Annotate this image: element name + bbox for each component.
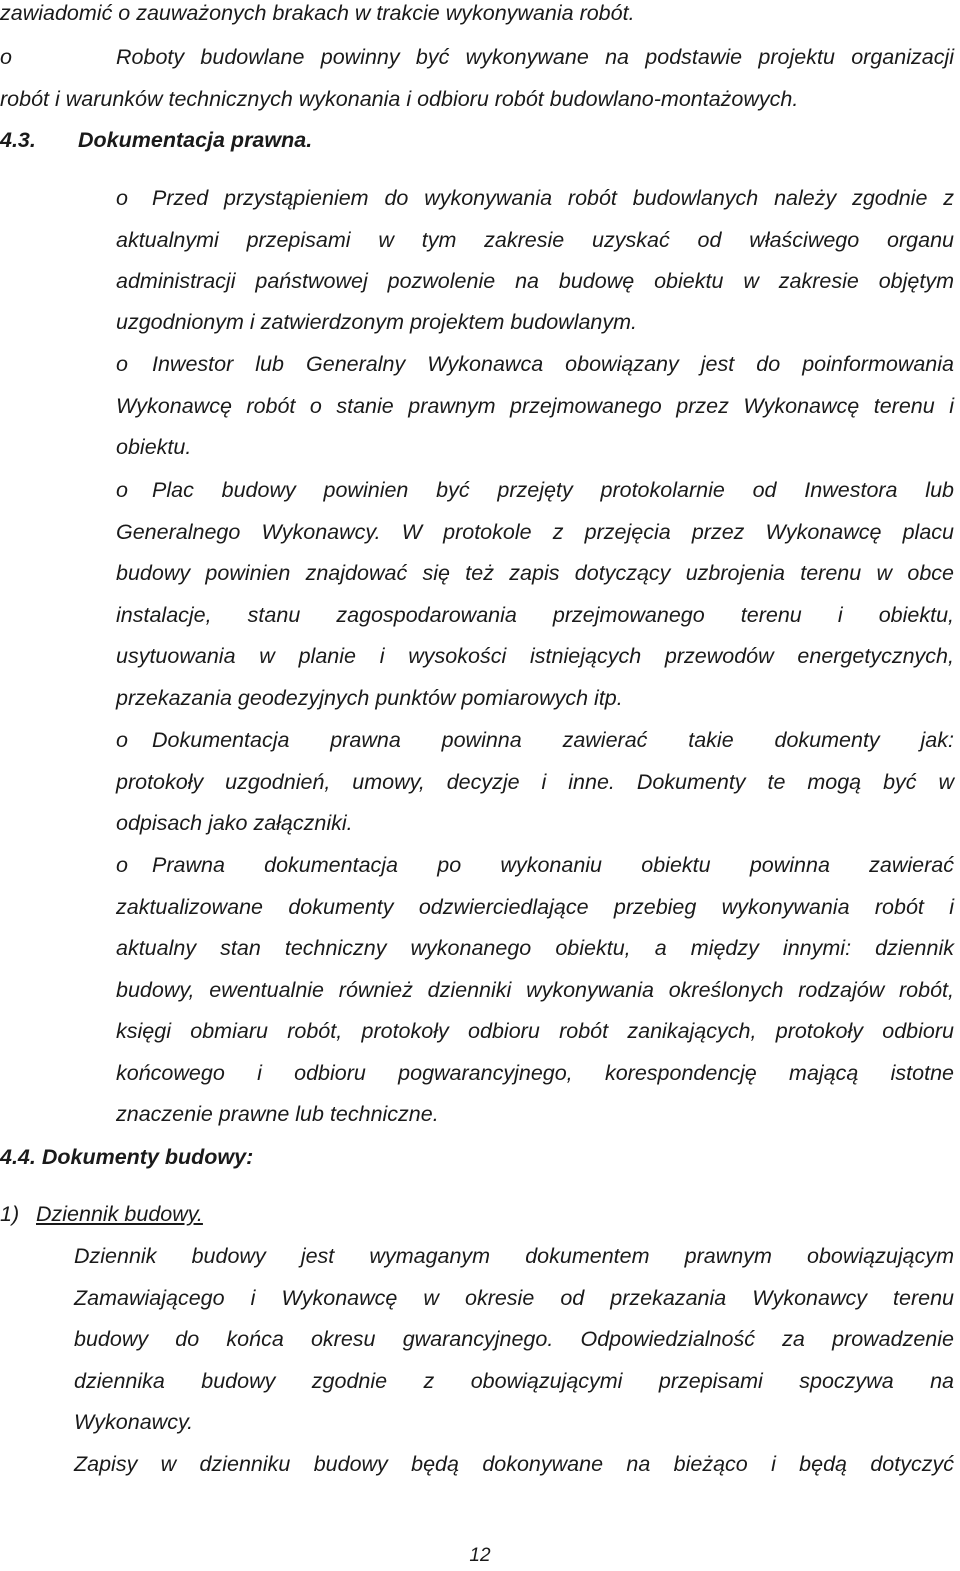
bullet-marker: o bbox=[116, 728, 128, 752]
section-4-3-title: Dokumentacja prawna. bbox=[78, 128, 313, 152]
intro-line-1: zawiadomić o zauważonych brakach w trakcie wykonywania robót. bbox=[0, 1, 635, 25]
bullet-5-line-2: zaktualizowane dokumenty odzwierciedlające przebieg wykonywania robót i bbox=[116, 895, 954, 919]
bullet-1-line-1: Przed przystąpieniem do wykonywania robót budowlanych należy zgodnie z bbox=[152, 186, 954, 210]
subsection-1-title: Dziennik budowy. bbox=[36, 1202, 203, 1226]
bullet-2-line-2: Wykonawcę robót o stanie prawnym przejmowanego przez Wykonawcę terenu i bbox=[116, 394, 954, 418]
bullet-1-line-4: uzgodnionym i zatwierdzonym projektem budowlanym. bbox=[116, 310, 638, 334]
bullet-4-line-2: protokoły uzgodnień, umowy, decyzje i inne. Dokumenty te mogą być w bbox=[116, 770, 954, 794]
para-1-line-1: Dziennik budowy jest wymaganym dokumentem prawnym obowiązującym bbox=[74, 1244, 954, 1268]
para-1-line-3: budowy do końca okresu gwarancyjnego. Odpowiedzialność za prowadzenie bbox=[74, 1327, 954, 1351]
bullet-2-line-1: Inwestor lub Generalny Wykonawca obowiązany jest do poinformowania bbox=[152, 352, 954, 376]
subsection-1-number: 1) bbox=[0, 1202, 20, 1226]
intro-bullet: o bbox=[0, 45, 12, 69]
para-1-line-5: Wykonawcy. bbox=[74, 1410, 194, 1434]
bullet-3-line-1: Plac budowy powinien być przejęty protokolarnie od Inwestora lub bbox=[152, 478, 954, 502]
bullet-1-line-3: administracji państwowej pozwolenie na budowę obiektu w zakresie objętym bbox=[116, 269, 954, 293]
section-4-4-title: 4.4. Dokumenty budowy: bbox=[0, 1145, 254, 1169]
intro-line-3: robót i warunków technicznych wykonania i odbioru robót budowlano-montażowych. bbox=[0, 87, 799, 111]
para-1-line-2: Zamawiającego i Wykonawcę w okresie od przekazania Wykonawcy terenu bbox=[74, 1286, 954, 1310]
bullet-marker: o bbox=[116, 478, 128, 502]
bullet-3-line-6: przekazania geodezyjnych punktów pomiarowych itp. bbox=[116, 686, 623, 710]
bullet-5-line-5: księgi obmiaru robót, protokoły odbioru robót zanikających, protokoły odbioru bbox=[116, 1019, 954, 1043]
bullet-3-line-2: Generalnego Wykonawcy. W protokole z przejęcia przez Wykonawcę placu bbox=[116, 520, 954, 544]
bullet-5-line-7: znaczenie prawne lub techniczne. bbox=[116, 1102, 439, 1126]
section-4-3-number: 4.3. bbox=[0, 128, 36, 152]
bullet-marker: o bbox=[116, 352, 128, 376]
bullet-5-line-6: końcowego i odbioru pogwarancyjnego, korespondencję mającą istotne bbox=[116, 1061, 954, 1085]
para-2-line-1: Zapisy w dzienniku budowy będą dokonywane na bieżąco i będą dotyczyć bbox=[74, 1452, 954, 1476]
bullet-3-line-3: budowy powinien znajdować się też zapis dotyczący uzbrojenia terenu w obce bbox=[116, 561, 954, 585]
bullet-5-line-1: Prawna dokumentacja po wykonaniu obiektu powinna zawierać bbox=[152, 853, 954, 877]
bullet-4-line-1: Dokumentacja prawna powinna zawierać takie dokumenty jak: bbox=[152, 728, 954, 752]
bullet-3-line-4: instalacje, stanu zagospodarowania przejmowanego terenu i obiektu, bbox=[116, 603, 954, 627]
bullet-1-line-2: aktualnymi przepisami w tym zakresie uzyskać od właściwego organu bbox=[116, 228, 954, 252]
page-number: 12 bbox=[469, 1545, 491, 1566]
intro-line-2: Roboty budowlane powinny być wykonywane na podstawie projektu organizacji bbox=[116, 45, 954, 69]
bullet-marker: o bbox=[116, 853, 128, 877]
bullet-3-line-5: usytuowania w planie i wysokości istniejących przewodów energetycznych, bbox=[116, 644, 954, 668]
bullet-marker: o bbox=[116, 186, 128, 210]
bullet-4-line-3: odpisach jako załączniki. bbox=[116, 811, 353, 835]
para-1-line-4: dziennika budowy zgodnie z obowiązującymi przepisami spoczywa na bbox=[74, 1369, 954, 1393]
bullet-2-line-3: obiektu. bbox=[116, 435, 192, 459]
bullet-5-line-4: budowy, ewentualnie również dzienniki wykonywania określonych rodzajów robót, bbox=[116, 978, 954, 1002]
bullet-5-line-3: aktualny stan techniczny wykonanego obiektu, a między innymi: dziennik bbox=[116, 936, 954, 960]
